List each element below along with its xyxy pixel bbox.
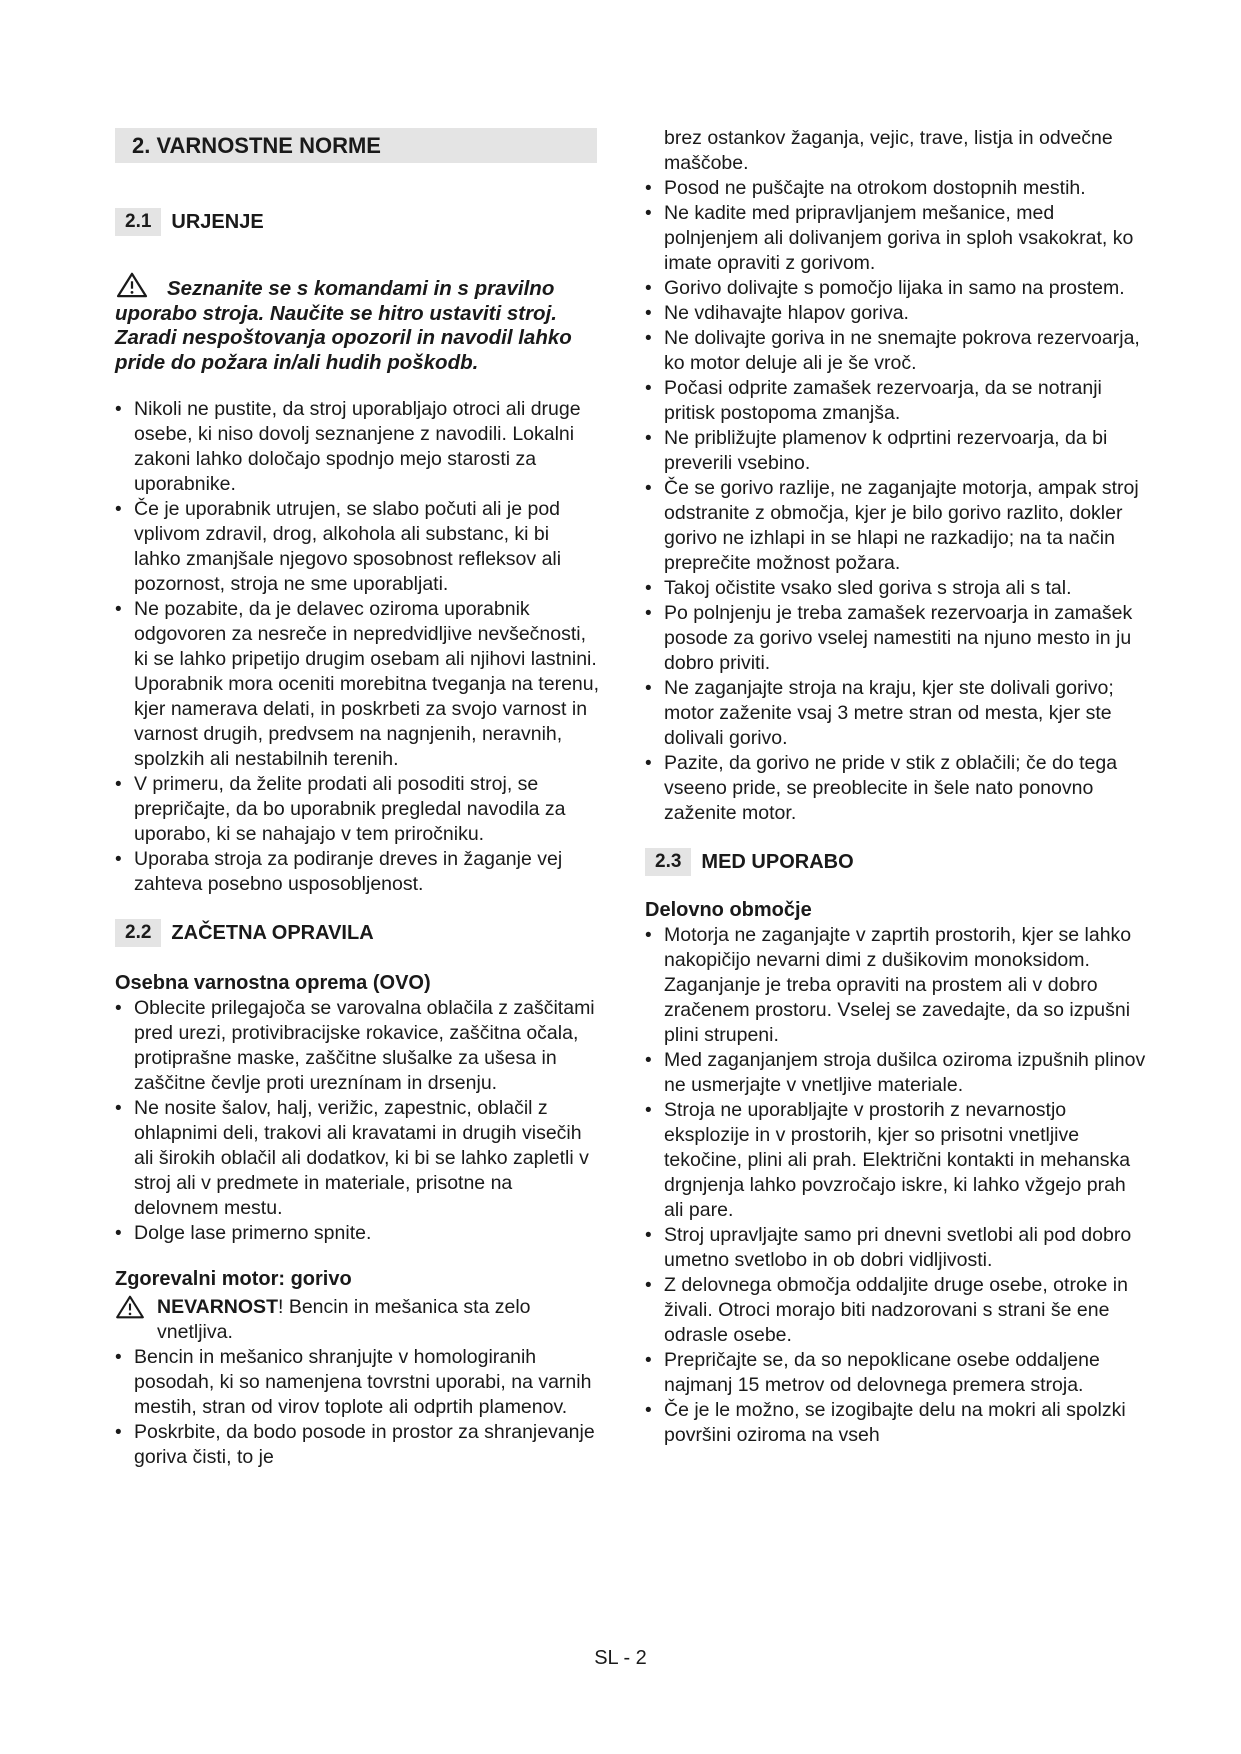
list-item: • Ne nosite šalov, halj, verižic, zapestnic, oblačil z ohlapnimi deli, trakovi ali kravatami in drugih visečih ali širokih oblačil ali dodatkov, ki bi se lahko zapletli v stroj ali v predmete in materiale, prisotne na delovnem mestu. <box>115 1096 600 1221</box>
list-item: • Ne pozabite, da je delavec oziroma uporabnik odgovoren za nesreče in nepredvidljive nevšečnosti, ki se lahko pripetijo drugim osebam ali njihovi lastnini. Uporabnik mora oceniti morebitna tveganja na terenu, kjer namerava delati, in poskrbeti za svojo varnost in varnost drugih, predvsem na nagnjenih, neravnih, spolzkih ali nestabilnih terenih. <box>115 597 600 772</box>
list-item: • Ne dolivajte goriva in ne snemajte pokrova rezervoarja, ko motor deluje ali je še vroč. <box>645 326 1150 376</box>
subsection-number: 2.1 <box>115 208 161 236</box>
list-item: • Ne kadite med pripravljanjem mešanice, med polnjenjem ali dolivanjem goriva in sploh vsakokrat, ko imate opraviti z gorivom. <box>645 201 1150 276</box>
list-item: • Ne vdihavajte hlapov goriva. <box>645 301 1150 326</box>
page-number: SL - 2 <box>594 1647 647 1669</box>
list-item: • Posod ne puščajte na otrokom dostopnih mestih. <box>645 176 1150 201</box>
list-item: • Če je uporabnik utrujen, se slabo počuti ali je pod vplivom zdravil, drog, alkohola ali substanc, ki bi lahko zmanjšale njegovo sposobnost refleksov ali pozornost, stroja ne sme uporabljati. <box>115 497 600 597</box>
danger-notice <box>115 1295 600 1345</box>
list-item: • V primeru, da želite prodati ali posoditi stroj, se prepričajte, da bo uporabnik pregledal navodila za uporabo, ki se nahajajo v tem priročniku. <box>115 772 600 847</box>
danger-label: NEVARNOST <box>157 1296 278 1318</box>
subsection-title: ZAČETNA OPRAVILA <box>171 922 374 944</box>
subsection-number: 2.2 <box>115 919 161 947</box>
list-item: • Če je le možno, se izogibajte delu na mokri ali spolzki površini oziroma na vseh <box>645 1398 1150 1448</box>
continuation-text: brez ostankov žaganja, vejic, trave, listja in odvečne maščobe. <box>664 127 1113 174</box>
warning-triangle-icon <box>115 1295 145 1319</box>
section-title: VARNOSTNE NORME <box>156 133 381 158</box>
list-item: • Gorivo dolivajte s pomočjo lijaka in samo na prostem. <box>645 276 1150 301</box>
ppe-list <box>115 996 600 1246</box>
list-item: • Motorja ne zaganjajte v zaprtih prostorih, kjer se lahko nakopičijo nevarni dimi z dušikovim monoksidom. Zaganjanje je treba opraviti na prostem ali v dobro zračenem prostoru. Vselej se zavedajte, da so izpušni plini strupeni. <box>645 923 1150 1048</box>
subsection-2-3-heading <box>645 848 1150 876</box>
list-item: • Z delovnega območja oddaljite druge osebe, otroke in živali. Otroci morajo biti nadzorovani s strani še ene odrasle osebe. <box>645 1273 1150 1348</box>
list-item: • Uporaba stroja za podiranje dreves in žaganje vej zahteva posebno usposobljenost. <box>115 847 600 897</box>
subsection-2-1-heading <box>115 208 600 236</box>
fuel-list-left <box>115 1345 600 1470</box>
section-number: 2. <box>132 133 151 158</box>
list-item: • Takoj očistite vsako sled goriva s stroja ali s tal. <box>645 576 1150 601</box>
fuel-list-right <box>645 176 1150 826</box>
list-item: • Ne približujte plamenov k odprtini rezervoarja, da bi preverili vsebino. <box>645 426 1150 476</box>
subsection-title: URJENJE <box>171 211 264 233</box>
list-item: • Nikoli ne pustite, da stroj uporabljajo otroci ali druge osebe, ki niso dovolj seznanjene z navodili. Lokalni zakoni lahko določajo spodnjo mejo starosti za uporabnike. <box>115 397 600 497</box>
list-item: • Med zaganjanjem stroja dušilca oziroma izpušnih plinov ne usmerjajte v vnetljive materiale. <box>645 1048 1150 1098</box>
list-item: • Oblecite prilegajoča se varovalna oblačila z zaščitami pred urezi, protivibracijske rokavice, zaščitna očala, protiprašne maske, zaščitne slušalke za ušesa in zaščitne čevlje proti ureznínam in drsenju. <box>115 996 600 1096</box>
list-item: • Po polnjenju je treba zamašek rezervoarja in zamašek posode za gorivo vselej namestiti na njuno mesto in ju dobro priviti. <box>645 601 1150 676</box>
list-item: • Bencin in mešanico shranjujte v homologiranih posodah, ki so namenjena tovrstni uporabi, na varnih mestih, stran od virov toplote ali odprtih plamenov. <box>115 1345 600 1420</box>
list-item: • Če se gorivo razlije, ne zaganjajte motorja, ampak stroj odstranite z območja, kjer je bilo gorivo razlito, dokler gorivo ne izhlapi in se hlapi ne razkadijo; na ta način preprečite možnost požara. <box>645 476 1150 576</box>
subsection-title: MED UPORABO <box>701 851 854 873</box>
list-item: • Počasi odprite zamašek rezervoarja, da se notranji pritisk postopoma zmanjša. <box>645 376 1150 426</box>
left-column <box>115 128 600 1470</box>
list-item: • Stroja ne uporabljajte v prostorih z nevarnostjo eksplozije in v prostorih, kjer so prisotni vnetljive tekočine, plini ali prah. Električni kontakti in mehanska drgnjenja lahko povzročajo iskre, ki lahko vžgejo prah ali pare. <box>645 1098 1150 1223</box>
section-heading <box>115 128 597 163</box>
list-item: • Dolge lase primerno spnite. <box>115 1221 600 1246</box>
warning-triangle-icon <box>115 272 149 298</box>
ppe-heading: Osebna varnostna oprema (OVO) <box>115 972 431 994</box>
list-item: • Pazite, da gorivo ne pride v stik z oblačili; če do tega vseeno pride, se preoblecite in šele nato ponovno zaženite motor. <box>645 751 1150 826</box>
warning-notice <box>115 272 600 375</box>
subsection-number: 2.3 <box>645 848 691 876</box>
danger-text: ! Bencin in mešanica sta zelo vnetljiva. <box>157 1296 531 1343</box>
work-area-heading: Delovno območje <box>645 899 812 921</box>
list-item: • Prepričajte se, da so nepoklicane osebe oddaljene najmanj 15 metrov od delovnega premera stroja. <box>645 1348 1150 1398</box>
fuel-heading: Zgorevalni motor: gorivo <box>115 1268 352 1290</box>
list-item: • Stroj upravljajte samo pri dnevni svetlobi ali pod dobro umetno svetlobo in ob dobri vidljivosti. <box>645 1223 1150 1273</box>
work-area-list <box>645 923 1150 1448</box>
list-item: • Ne zaganjajte stroja na kraju, kjer ste dolivali gorivo; motor zaženite vsaj 3 metre stran od mesta, kjer ste dolivali gorivo. <box>645 676 1150 751</box>
list-item: • Poskrbite, da bodo posode in prostor za shranjevanje goriva čisti, to je <box>115 1420 600 1470</box>
right-column <box>645 126 1150 1448</box>
subsection-2-2-heading <box>115 919 600 947</box>
warning-text: Seznanite se s komandami in s pravilno uporabo stroja. Naučite se hitro ustaviti stroj. Zaradi nespoštovanja opozoril in navodil lahko pride do požara in/ali hudih poškodb. <box>115 277 572 374</box>
general-safety-list <box>115 397 600 897</box>
